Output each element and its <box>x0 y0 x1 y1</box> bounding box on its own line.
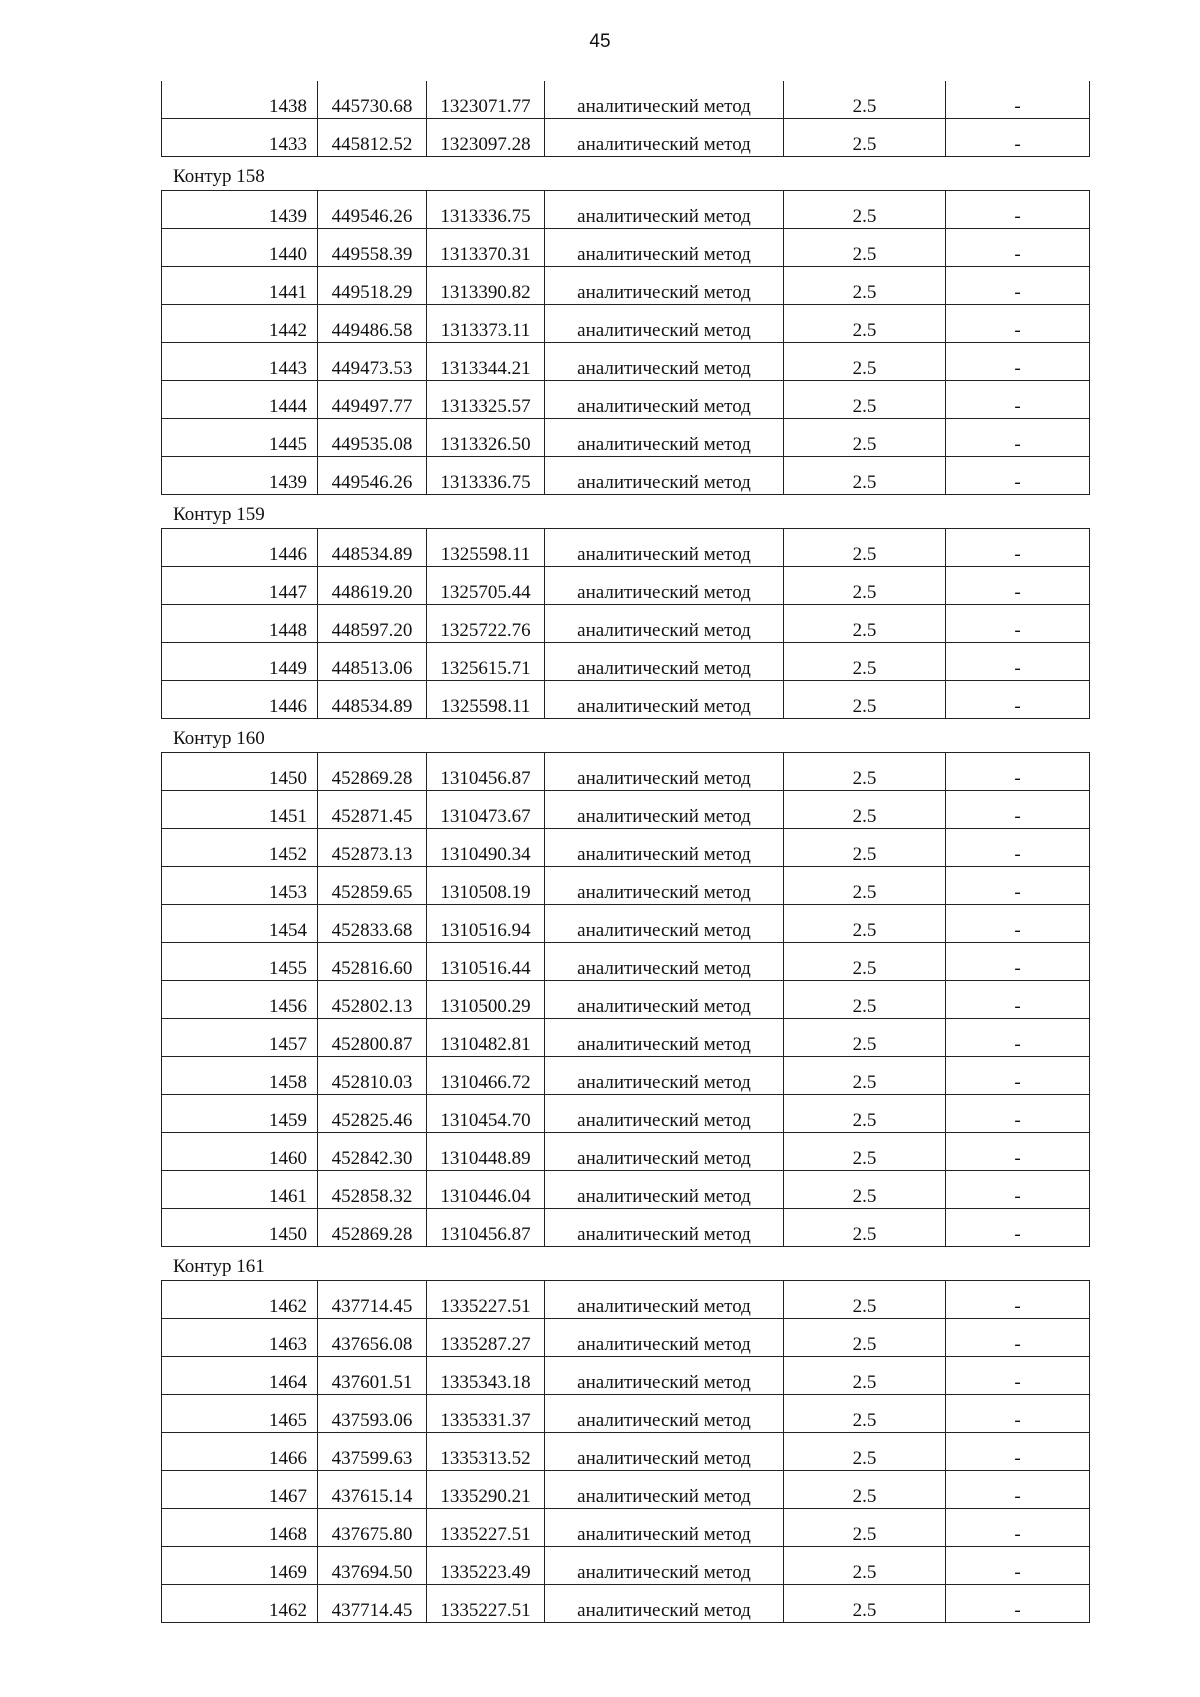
point-number-cell: 1444 <box>162 381 318 419</box>
table-row <box>162 119 1090 157</box>
note-cell: - <box>946 643 1090 681</box>
point-number-cell: 1439 <box>162 191 318 229</box>
point-number-cell: 1467 <box>162 1471 318 1509</box>
accuracy-cell: 2.5 <box>784 1357 946 1395</box>
accuracy-cell: 2.5 <box>784 1171 946 1209</box>
table-row <box>162 829 1090 867</box>
note-cell: - <box>946 1319 1090 1357</box>
method-cell: аналитический метод <box>545 1095 784 1133</box>
accuracy-cell: 2.5 <box>784 1471 946 1509</box>
table-row <box>162 381 1090 419</box>
note-cell: - <box>946 119 1090 157</box>
y-coordinate-cell: 1335227.51 <box>427 1281 545 1319</box>
coordinates-table <box>161 81 1090 157</box>
method-cell: аналитический метод <box>545 343 784 381</box>
y-coordinate-cell: 1310473.67 <box>427 791 545 829</box>
note-cell: - <box>946 1433 1090 1471</box>
y-coordinate-cell: 1335227.51 <box>427 1585 545 1623</box>
table-row <box>162 905 1090 943</box>
accuracy-cell: 2.5 <box>784 1133 946 1171</box>
method-cell: аналитический метод <box>545 1585 784 1623</box>
y-coordinate-cell: 1323097.28 <box>427 119 545 157</box>
accuracy-cell: 2.5 <box>784 419 946 457</box>
note-cell: - <box>946 343 1090 381</box>
table-row <box>162 1095 1090 1133</box>
table-row <box>162 681 1090 719</box>
y-coordinate-cell: 1310490.34 <box>427 829 545 867</box>
x-coordinate-cell: 437694.50 <box>318 1547 427 1585</box>
accuracy-cell: 2.5 <box>784 867 946 905</box>
table-row <box>162 1471 1090 1509</box>
y-coordinate-cell: 1310466.72 <box>427 1057 545 1095</box>
point-number-cell: 1455 <box>162 943 318 981</box>
point-number-cell: 1445 <box>162 419 318 457</box>
accuracy-cell: 2.5 <box>784 981 946 1019</box>
note-cell: - <box>946 381 1090 419</box>
accuracy-cell: 2.5 <box>784 305 946 343</box>
point-number-cell: 1453 <box>162 867 318 905</box>
note-cell: - <box>946 791 1090 829</box>
accuracy-cell: 2.5 <box>784 229 946 267</box>
note-cell: - <box>946 419 1090 457</box>
y-coordinate-cell: 1335290.21 <box>427 1471 545 1509</box>
x-coordinate-cell: 452833.68 <box>318 905 427 943</box>
method-cell: аналитический метод <box>545 1547 784 1585</box>
y-coordinate-cell: 1313325.57 <box>427 381 545 419</box>
table-row <box>162 1433 1090 1471</box>
point-number-cell: 1449 <box>162 643 318 681</box>
x-coordinate-cell: 449546.26 <box>318 191 427 229</box>
y-coordinate-cell: 1313390.82 <box>427 267 545 305</box>
method-cell: аналитический метод <box>545 1395 784 1433</box>
note-cell: - <box>946 1281 1090 1319</box>
method-cell: аналитический метод <box>545 753 784 791</box>
note-cell: - <box>946 905 1090 943</box>
method-cell: аналитический метод <box>545 643 784 681</box>
accuracy-cell: 2.5 <box>784 1095 946 1133</box>
x-coordinate-cell: 449535.08 <box>318 419 427 457</box>
x-coordinate-cell: 449558.39 <box>318 229 427 267</box>
table-row <box>162 1057 1090 1095</box>
coordinates-table <box>161 752 1090 1247</box>
accuracy-cell: 2.5 <box>784 643 946 681</box>
accuracy-cell: 2.5 <box>784 191 946 229</box>
method-cell: аналитический метод <box>545 81 784 119</box>
y-coordinate-cell: 1310448.89 <box>427 1133 545 1171</box>
method-cell: аналитический метод <box>545 981 784 1019</box>
x-coordinate-cell: 437675.80 <box>318 1509 427 1547</box>
note-cell: - <box>946 1095 1090 1133</box>
point-number-cell: 1469 <box>162 1547 318 1585</box>
point-number-cell: 1441 <box>162 267 318 305</box>
x-coordinate-cell: 448619.20 <box>318 567 427 605</box>
point-number-cell: 1462 <box>162 1585 318 1623</box>
y-coordinate-cell: 1335227.51 <box>427 1509 545 1547</box>
y-coordinate-cell: 1313370.31 <box>427 229 545 267</box>
method-cell: аналитический метод <box>545 1471 784 1509</box>
method-cell: аналитический метод <box>545 1019 784 1057</box>
accuracy-cell: 2.5 <box>784 1019 946 1057</box>
accuracy-cell: 2.5 <box>784 605 946 643</box>
point-number-cell: 1438 <box>162 81 318 119</box>
y-coordinate-cell: 1310508.19 <box>427 867 545 905</box>
x-coordinate-cell: 448513.06 <box>318 643 427 681</box>
note-cell: - <box>946 1395 1090 1433</box>
x-coordinate-cell: 449497.77 <box>318 381 427 419</box>
accuracy-cell: 2.5 <box>784 681 946 719</box>
x-coordinate-cell: 452842.30 <box>318 1133 427 1171</box>
note-cell: - <box>946 1509 1090 1547</box>
contour-heading: Контур 159 <box>173 504 265 525</box>
y-coordinate-cell: 1313326.50 <box>427 419 545 457</box>
note-cell: - <box>946 1019 1090 1057</box>
point-number-cell: 1447 <box>162 567 318 605</box>
point-number-cell: 1454 <box>162 905 318 943</box>
x-coordinate-cell: 437714.45 <box>318 1585 427 1623</box>
note-cell: - <box>946 605 1090 643</box>
note-cell: - <box>946 1057 1090 1095</box>
method-cell: аналитический метод <box>545 1319 784 1357</box>
note-cell: - <box>946 1547 1090 1585</box>
x-coordinate-cell: 445812.52 <box>318 119 427 157</box>
accuracy-cell: 2.5 <box>784 343 946 381</box>
point-number-cell: 1468 <box>162 1509 318 1547</box>
point-number-cell: 1448 <box>162 605 318 643</box>
y-coordinate-cell: 1310456.87 <box>427 753 545 791</box>
accuracy-cell: 2.5 <box>784 1547 946 1585</box>
table-row <box>162 1357 1090 1395</box>
note-cell: - <box>946 1133 1090 1171</box>
table-row <box>162 1281 1090 1319</box>
x-coordinate-cell: 449486.58 <box>318 305 427 343</box>
contour-heading: Контур 160 <box>173 728 265 749</box>
y-coordinate-cell: 1310456.87 <box>427 1209 545 1247</box>
table-row <box>162 343 1090 381</box>
y-coordinate-cell: 1335313.52 <box>427 1433 545 1471</box>
y-coordinate-cell: 1325598.11 <box>427 681 545 719</box>
method-cell: аналитический метод <box>545 791 784 829</box>
x-coordinate-cell: 452869.28 <box>318 753 427 791</box>
x-coordinate-cell: 437599.63 <box>318 1433 427 1471</box>
method-cell: аналитический метод <box>545 681 784 719</box>
table-row <box>162 1209 1090 1247</box>
y-coordinate-cell: 1313344.21 <box>427 343 545 381</box>
method-cell: аналитический метод <box>545 305 784 343</box>
accuracy-cell: 2.5 <box>784 1281 946 1319</box>
point-number-cell: 1433 <box>162 119 318 157</box>
x-coordinate-cell: 452800.87 <box>318 1019 427 1057</box>
y-coordinate-cell: 1313336.75 <box>427 191 545 229</box>
y-coordinate-cell: 1335287.27 <box>427 1319 545 1357</box>
method-cell: аналитический метод <box>545 119 784 157</box>
method-cell: аналитический метод <box>545 457 784 495</box>
table-row <box>162 1133 1090 1171</box>
method-cell: аналитический метод <box>545 1171 784 1209</box>
table-row <box>162 1319 1090 1357</box>
method-cell: аналитический метод <box>545 1133 784 1171</box>
x-coordinate-cell: 448597.20 <box>318 605 427 643</box>
accuracy-cell: 2.5 <box>784 1585 946 1623</box>
coordinates-table <box>161 1280 1090 1623</box>
table-row <box>162 419 1090 457</box>
y-coordinate-cell: 1335331.37 <box>427 1395 545 1433</box>
method-cell: аналитический метод <box>545 905 784 943</box>
x-coordinate-cell: 437714.45 <box>318 1281 427 1319</box>
note-cell: - <box>946 567 1090 605</box>
y-coordinate-cell: 1310516.94 <box>427 905 545 943</box>
table-row <box>162 267 1090 305</box>
method-cell: аналитический метод <box>545 1509 784 1547</box>
accuracy-cell: 2.5 <box>784 1319 946 1357</box>
x-coordinate-cell: 448534.89 <box>318 681 427 719</box>
coordinates-table <box>161 528 1090 719</box>
coordinates-table <box>161 190 1090 495</box>
accuracy-cell: 2.5 <box>784 1209 946 1247</box>
table-row <box>162 1509 1090 1547</box>
note-cell: - <box>946 191 1090 229</box>
table-row <box>162 229 1090 267</box>
point-number-cell: 1462 <box>162 1281 318 1319</box>
y-coordinate-cell: 1310500.29 <box>427 981 545 1019</box>
x-coordinate-cell: 452810.03 <box>318 1057 427 1095</box>
table-row <box>162 791 1090 829</box>
x-coordinate-cell: 452869.28 <box>318 1209 427 1247</box>
point-number-cell: 1446 <box>162 529 318 567</box>
method-cell: аналитический метод <box>545 943 784 981</box>
note-cell: - <box>946 529 1090 567</box>
table-row <box>162 1019 1090 1057</box>
method-cell: аналитический метод <box>545 229 784 267</box>
table-row <box>162 605 1090 643</box>
table-row <box>162 529 1090 567</box>
table-row <box>162 943 1090 981</box>
table-row <box>162 867 1090 905</box>
accuracy-cell: 2.5 <box>784 381 946 419</box>
point-number-cell: 1456 <box>162 981 318 1019</box>
point-number-cell: 1466 <box>162 1433 318 1471</box>
point-number-cell: 1442 <box>162 305 318 343</box>
table-row <box>162 457 1090 495</box>
point-number-cell: 1459 <box>162 1095 318 1133</box>
method-cell: аналитический метод <box>545 267 784 305</box>
table-row <box>162 1395 1090 1433</box>
accuracy-cell: 2.5 <box>784 119 946 157</box>
accuracy-cell: 2.5 <box>784 529 946 567</box>
x-coordinate-cell: 437615.14 <box>318 1471 427 1509</box>
table-row <box>162 1171 1090 1209</box>
method-cell: аналитический метод <box>545 867 784 905</box>
y-coordinate-cell: 1310446.04 <box>427 1171 545 1209</box>
y-coordinate-cell: 1325615.71 <box>427 643 545 681</box>
table-row <box>162 643 1090 681</box>
accuracy-cell: 2.5 <box>784 1057 946 1095</box>
x-coordinate-cell: 452871.45 <box>318 791 427 829</box>
y-coordinate-cell: 1325598.11 <box>427 529 545 567</box>
point-number-cell: 1451 <box>162 791 318 829</box>
method-cell: аналитический метод <box>545 829 784 867</box>
note-cell: - <box>946 867 1090 905</box>
method-cell: аналитический метод <box>545 567 784 605</box>
method-cell: аналитический метод <box>545 605 784 643</box>
x-coordinate-cell: 452873.13 <box>318 829 427 867</box>
table-row <box>162 191 1090 229</box>
note-cell: - <box>946 81 1090 119</box>
point-number-cell: 1440 <box>162 229 318 267</box>
method-cell: аналитический метод <box>545 1057 784 1095</box>
note-cell: - <box>946 829 1090 867</box>
x-coordinate-cell: 437601.51 <box>318 1357 427 1395</box>
point-number-cell: 1439 <box>162 457 318 495</box>
accuracy-cell: 2.5 <box>784 1509 946 1547</box>
note-cell: - <box>946 943 1090 981</box>
point-number-cell: 1458 <box>162 1057 318 1095</box>
x-coordinate-cell: 449518.29 <box>318 267 427 305</box>
x-coordinate-cell: 437656.08 <box>318 1319 427 1357</box>
note-cell: - <box>946 305 1090 343</box>
point-number-cell: 1452 <box>162 829 318 867</box>
point-number-cell: 1443 <box>162 343 318 381</box>
accuracy-cell: 2.5 <box>784 829 946 867</box>
document-content <box>161 81 1076 1623</box>
x-coordinate-cell: 449546.26 <box>318 457 427 495</box>
point-number-cell: 1460 <box>162 1133 318 1171</box>
method-cell: аналитический метод <box>545 419 784 457</box>
table-row <box>162 1585 1090 1623</box>
point-number-cell: 1465 <box>162 1395 318 1433</box>
point-number-cell: 1450 <box>162 1209 318 1247</box>
accuracy-cell: 2.5 <box>784 1395 946 1433</box>
note-cell: - <box>946 229 1090 267</box>
point-number-cell: 1463 <box>162 1319 318 1357</box>
note-cell: - <box>946 1471 1090 1509</box>
y-coordinate-cell: 1310516.44 <box>427 943 545 981</box>
method-cell: аналитический метод <box>545 1209 784 1247</box>
y-coordinate-cell: 1310482.81 <box>427 1019 545 1057</box>
method-cell: аналитический метод <box>545 1281 784 1319</box>
point-number-cell: 1461 <box>162 1171 318 1209</box>
x-coordinate-cell: 445730.68 <box>318 81 427 119</box>
method-cell: аналитический метод <box>545 529 784 567</box>
contour-heading: Контур 161 <box>173 1256 265 1277</box>
x-coordinate-cell: 448534.89 <box>318 529 427 567</box>
accuracy-cell: 2.5 <box>784 791 946 829</box>
note-cell: - <box>946 1171 1090 1209</box>
accuracy-cell: 2.5 <box>784 457 946 495</box>
x-coordinate-cell: 452825.46 <box>318 1095 427 1133</box>
y-coordinate-cell: 1313373.11 <box>427 305 545 343</box>
page-number: 45 <box>589 31 611 52</box>
note-cell: - <box>946 267 1090 305</box>
x-coordinate-cell: 452859.65 <box>318 867 427 905</box>
y-coordinate-cell: 1325705.44 <box>427 567 545 605</box>
accuracy-cell: 2.5 <box>784 753 946 791</box>
method-cell: аналитический метод <box>545 191 784 229</box>
accuracy-cell: 2.5 <box>784 1433 946 1471</box>
x-coordinate-cell: 452816.60 <box>318 943 427 981</box>
method-cell: аналитический метод <box>545 1433 784 1471</box>
point-number-cell: 1464 <box>162 1357 318 1395</box>
y-coordinate-cell: 1325722.76 <box>427 605 545 643</box>
point-number-cell: 1446 <box>162 681 318 719</box>
contour-heading: Контур 158 <box>173 166 265 187</box>
point-number-cell: 1457 <box>162 1019 318 1057</box>
x-coordinate-cell: 452802.13 <box>318 981 427 1019</box>
note-cell: - <box>946 457 1090 495</box>
table-row <box>162 81 1090 119</box>
table-row <box>162 753 1090 791</box>
table-row <box>162 1547 1090 1585</box>
note-cell: - <box>946 1357 1090 1395</box>
point-number-cell: 1450 <box>162 753 318 791</box>
accuracy-cell: 2.5 <box>784 81 946 119</box>
table-row <box>162 305 1090 343</box>
table-row <box>162 981 1090 1019</box>
accuracy-cell: 2.5 <box>784 943 946 981</box>
y-coordinate-cell: 1335223.49 <box>427 1547 545 1585</box>
accuracy-cell: 2.5 <box>784 267 946 305</box>
y-coordinate-cell: 1310454.70 <box>427 1095 545 1133</box>
y-coordinate-cell: 1313336.75 <box>427 457 545 495</box>
x-coordinate-cell: 437593.06 <box>318 1395 427 1433</box>
x-coordinate-cell: 452858.32 <box>318 1171 427 1209</box>
y-coordinate-cell: 1323071.77 <box>427 81 545 119</box>
note-cell: - <box>946 753 1090 791</box>
note-cell: - <box>946 981 1090 1019</box>
note-cell: - <box>946 681 1090 719</box>
method-cell: аналитический метод <box>545 1357 784 1395</box>
accuracy-cell: 2.5 <box>784 905 946 943</box>
note-cell: - <box>946 1585 1090 1623</box>
accuracy-cell: 2.5 <box>784 567 946 605</box>
method-cell: аналитический метод <box>545 381 784 419</box>
note-cell: - <box>946 1209 1090 1247</box>
y-coordinate-cell: 1335343.18 <box>427 1357 545 1395</box>
x-coordinate-cell: 449473.53 <box>318 343 427 381</box>
table-row <box>162 567 1090 605</box>
